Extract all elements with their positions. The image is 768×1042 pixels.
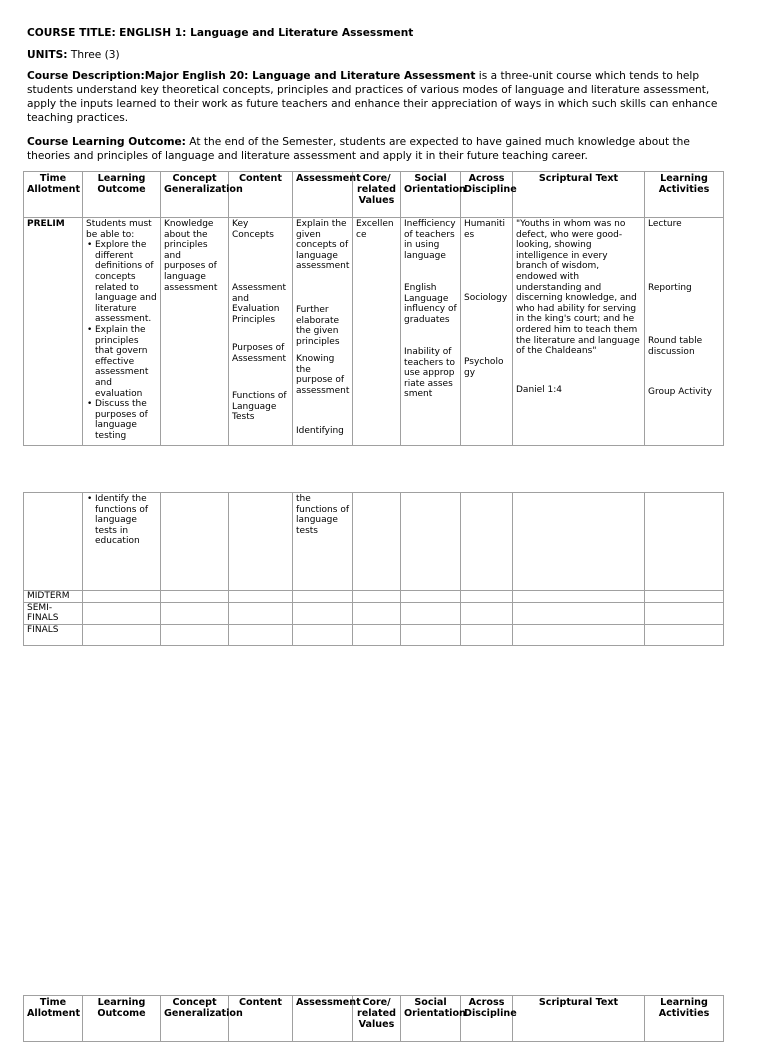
- header-assessment: Assessment: [293, 996, 353, 1042]
- header-time: Time Allotment: [24, 996, 83, 1042]
- header-time: Time Allotment: [24, 172, 83, 218]
- course-title-line: [27, 26, 727, 40]
- lo-item: • Discuss the purposes of language testing: [95, 399, 157, 441]
- scripture-ref: Daniel 1:4: [516, 385, 563, 395]
- period-label: MIDTERM: [24, 591, 83, 603]
- activity-item: Lecture: [648, 219, 682, 229]
- header-values: Core/ related Values: [353, 996, 401, 1042]
- across-item: Sociology: [464, 293, 508, 303]
- prelim-period: PRELIM: [24, 218, 83, 446]
- course-description: [27, 69, 727, 125]
- description-label: Course Description:: [27, 70, 145, 82]
- continued-learning-outcome: [83, 493, 161, 591]
- semifinals-row: [24, 602, 724, 624]
- header-activities: Learning Activities: [645, 996, 724, 1042]
- prelim-assessment: [293, 218, 353, 446]
- content-item: Key Concepts: [232, 219, 274, 240]
- social-item: English Language influency of graduates: [404, 283, 457, 325]
- prelim-content: [229, 218, 293, 446]
- lo-intro: Students must be able to:: [86, 219, 152, 240]
- prelim-concept: Knowledge about the principles and purposes of language assessment: [161, 218, 229, 446]
- midterm-row: [24, 591, 724, 603]
- table-header-row: [24, 172, 724, 218]
- finals-row: [24, 624, 724, 645]
- assessment-item: Further elaborate the given principles: [296, 305, 340, 347]
- lo-item: • Identify the functions of language tests in education: [95, 494, 157, 547]
- content-item: Purposes of Assessment: [232, 343, 286, 364]
- assessment-item: Identifying: [296, 426, 344, 436]
- activity-item: Group Activity: [648, 387, 712, 397]
- course-title-value: ENGLISH 1: Language and Literature Assessment: [119, 27, 414, 39]
- lo-item: • Explore the different definitions of concepts related to language and literature assessment.: [95, 240, 157, 325]
- prelim-activities: [645, 218, 724, 446]
- header-learning-outcome: Learning Outcome: [83, 172, 161, 218]
- lo-list: [86, 240, 157, 441]
- social-item: Inefficiency of teachers in using language: [404, 219, 456, 261]
- header-scriptural: Scriptural Text: [513, 172, 645, 218]
- course-plan-table-next: [23, 995, 724, 1042]
- units-line: [27, 48, 727, 62]
- course-plan-table: [23, 171, 724, 446]
- outcome-label: Course Learning Outcome:: [27, 136, 186, 148]
- continued-assessment: the functions of language tests: [293, 493, 353, 591]
- prelim-across: [461, 218, 513, 446]
- next-page-clip: [0, 995, 768, 1030]
- across-item: Humanities: [464, 219, 505, 240]
- table-header-row: [24, 996, 724, 1042]
- header-social: Social Orientation: [401, 172, 461, 218]
- header-concept: Concept Generalization: [161, 996, 229, 1042]
- units-label: UNITS:: [27, 49, 68, 61]
- lo-item: • Explain the principles that govern effective assessment and evaluation: [95, 325, 157, 399]
- description-text: is a three-unit course which tends to help students understand key theoretical concepts, principles and practices of various modes of language and literature assessment, apply the inputs learned to their work as future teachers and enhance their appreciation of ways in which such skills can enhance teaching practices.: [27, 70, 718, 124]
- prelim-values: Excellence: [353, 218, 401, 446]
- course-learning-outcome: [27, 135, 727, 163]
- header-across: Across Discipline: [461, 172, 513, 218]
- header-values: Core/ related Values: [353, 172, 401, 218]
- assessment-item: Knowing the purpose of assessment: [296, 354, 350, 396]
- period-label: SEMI-FINALS: [24, 602, 83, 624]
- scripture-text: "Youths in whom was no defect, who were good-looking, showing intelligence in every branch of wisdom, endowed with understanding and discerning knowledge, and who had ability for serving in the king's court; and he ordered him to teach them the literature and language of the Chaldeans": [516, 219, 640, 357]
- prelim-social: [401, 218, 461, 446]
- period-label: FINALS: [24, 624, 83, 645]
- continued-row: [24, 493, 724, 591]
- header-social: Social Orientation: [401, 996, 461, 1042]
- social-item: Inability of teachers to use appropriate assessment: [404, 347, 456, 400]
- header-across: Across Discipline: [461, 996, 513, 1042]
- content-item: Assessment and Evaluation Principles: [232, 283, 286, 325]
- header-assessment: Assessment: [293, 172, 353, 218]
- prelim-scripture: [513, 218, 645, 446]
- header-learning-outcome: Learning Outcome: [83, 996, 161, 1042]
- course-title-label: COURSE TITLE:: [27, 27, 116, 39]
- course-plan-table-continued: [23, 492, 724, 646]
- header-content: Content: [229, 172, 293, 218]
- units-value: Three (3): [70, 49, 120, 61]
- across-item: Psychology: [464, 357, 504, 378]
- prelim-learning-outcome: [83, 218, 161, 446]
- header-concept: Concept Generalization: [161, 172, 229, 218]
- assessment-item: Explain the given concepts of language assessment: [296, 219, 350, 272]
- header-activities: Learning Activities: [645, 172, 724, 218]
- description-strong: Major English 20: Language and Literature Assessment: [144, 70, 476, 82]
- prelim-row: [24, 218, 724, 446]
- outcome-text: At the end of the Semester, students are expected to have gained much knowledge about the theories and principles of language and literature assessment and apply it in their future teaching career.: [27, 136, 690, 162]
- header-scriptural: Scriptural Text: [513, 996, 645, 1042]
- activity-item: Round table discussion: [648, 336, 703, 357]
- header-content: Content: [229, 996, 293, 1042]
- activity-item: Reporting: [648, 283, 692, 293]
- content-item: Functions of Language Tests: [232, 391, 287, 423]
